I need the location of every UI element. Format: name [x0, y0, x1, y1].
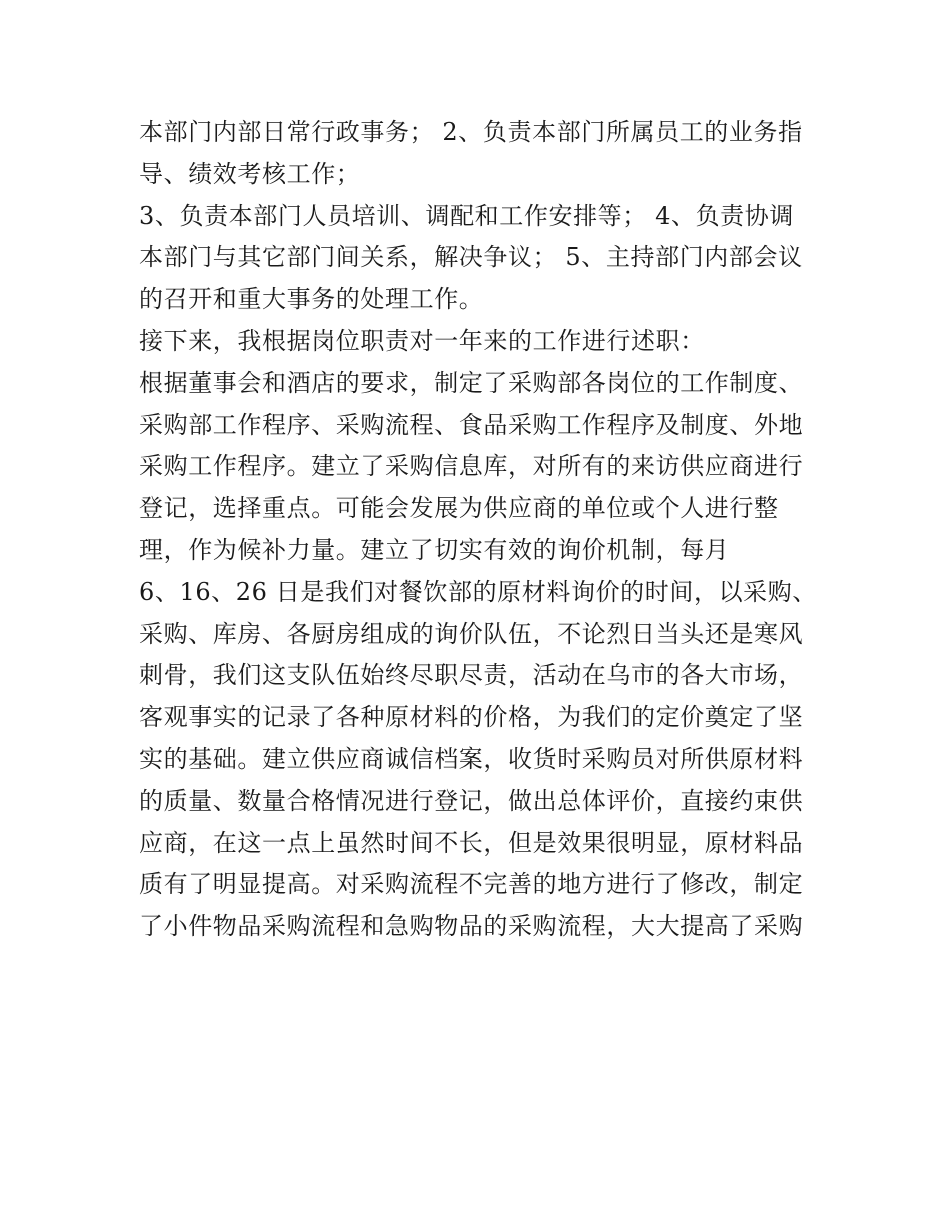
text-line: 接下来，我根据岗位职责对一年来的工作进行述职：: [139, 326, 705, 355]
text-line: 采购、库房、各厨房组成的询价队伍，不论烈日当头还是寒风: [139, 619, 804, 648]
text-line: 客观事实的记录了各种原材料的价格，为我们的定价奠定了坚: [139, 703, 804, 732]
text-line: 刺骨，我们这支队伍始终尽职尽责，活动在乌市的各大市场，: [139, 661, 804, 690]
text-line: 本部门内部日常行政事务； 2、负责本部门所属员工的业务指: [139, 118, 803, 146]
text-line: 理，作为候补力量。建立了切实有效的询价机制，每月: [139, 535, 730, 564]
text-line: 采购部工作程序、采购流程、食品采购工作程序及制度、外地: [139, 410, 804, 439]
text-line: 本部门与其它部门间关系，解决争议； 5、主持部门内部会议: [139, 243, 803, 272]
body-text: [139, 112, 819, 948]
text-line: 采购工作程序。建立了采购信息库，对所有的来访供应商进行: [139, 452, 804, 481]
text-line: 应商，在这一点上虽然时间不长，但是效果很明显，原材料品: [139, 828, 804, 857]
text-line: 实的基础。建立供应商诚信档案，收货时采购员对所供原材料: [139, 744, 804, 773]
text-line: 了小件物品采购流程和急购物品的采购流程，大大提高了采购: [139, 912, 804, 941]
text-line: 6、16、26 日是我们对餐饮部的原材料询价的时间，以采购、: [139, 577, 817, 606]
text-line: 登记，选择重点。可能会发展为供应商的单位或个人进行整: [139, 494, 779, 523]
text-line: 3、负责本部门人员培训、调配和工作安排等； 4、负责协调: [139, 201, 794, 230]
text-line: 的召开和重大事务的处理工作。: [139, 285, 484, 314]
text-line: 的质量、数量合格情况进行登记，做出总体评价，直接约束供: [139, 786, 804, 815]
text-line: 导、绩效考核工作；: [139, 159, 361, 188]
text-line: 质有了明显提高。对采购流程不完善的地方进行了修改，制定: [139, 870, 804, 899]
text-line: 根据董事会和酒店的要求，制定了采购部各岗位的工作制度、: [139, 368, 804, 397]
